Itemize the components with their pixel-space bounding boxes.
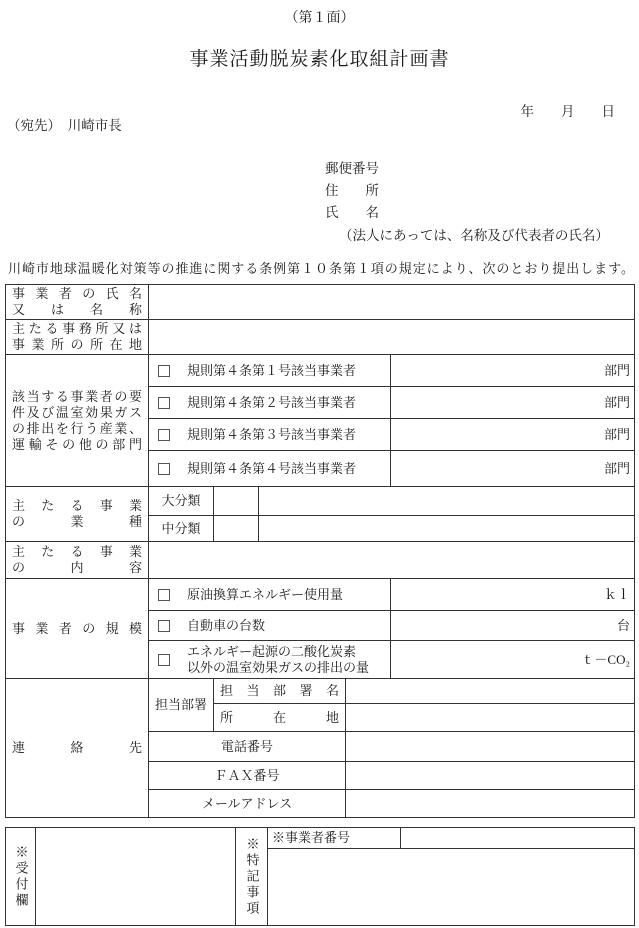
energy-use-unit-cell: ｋｌ: [391, 579, 635, 611]
category-row: [149, 419, 391, 451]
provision-sentence: 川崎市地球温暖化対策等の推進に関する条例第１０条第１項の規定により、次のとおり提出します。: [8, 261, 634, 276]
office-address-label: 主たる事務所又は 事業所の所在地: [6, 320, 149, 355]
business-description-label: 主たる事業 の内容: [6, 542, 149, 579]
category-row: [149, 355, 391, 387]
energy-use-label: 原油換算エネルギー使用量: [187, 586, 344, 602]
rule-4-3-label: 規則第４条第３号該当事業者: [187, 426, 357, 442]
vehicle-count-label: 自動車の台数: [187, 617, 266, 633]
rule-4-3-checkbox[interactable]: [158, 429, 170, 441]
contact-department-name-value: [346, 679, 635, 704]
ghg-emission-unit-cell: ｔ－CO₂: [391, 641, 635, 679]
industry-middle-code: [214, 516, 259, 542]
rule-4-2-checkbox[interactable]: [158, 397, 170, 409]
main-form-table: [5, 284, 635, 818]
page-face-label: （第１面）: [284, 11, 355, 26]
rule-4-1-checkbox[interactable]: [158, 365, 170, 377]
reception-stamp-area: [36, 828, 236, 926]
special-notes-label: ※特記事項: [236, 828, 268, 926]
industry-label: 主たる事業 の業種: [6, 487, 149, 542]
ghg-emission-label: エネルギー起源の二酸化炭素 以外の温室効果ガスの排出の量: [187, 643, 370, 675]
vehicle-count-checkbox[interactable]: [158, 620, 170, 632]
rule-4-4-checkbox[interactable]: [158, 463, 170, 475]
address-label: 住 所: [325, 183, 379, 198]
contact-department-label: 担当部署: [149, 679, 214, 732]
contact-phone-value: [346, 732, 635, 762]
corporate-note: （法人にあっては、名称及び代表者の氏名）: [339, 228, 609, 243]
scale-row: [149, 579, 391, 611]
form-title: 事業活動脱炭素化取組計画書: [189, 49, 450, 70]
postal-code-label: 郵便番号: [325, 161, 379, 176]
business-name-value: [149, 285, 635, 320]
business-number-label: ※事業者番号: [268, 828, 401, 849]
special-notes-area: [268, 849, 635, 926]
rule-4-4-sector-cell: 部門: [391, 451, 635, 487]
contact-label: 連絡先: [6, 679, 149, 818]
industry-middle-label: 中分類: [149, 516, 214, 542]
name-label: 氏 名: [325, 205, 379, 220]
vehicle-count-unit-cell: 台: [391, 611, 635, 641]
industry-major-value: [259, 487, 635, 516]
ghg-emission-checkbox[interactable]: [158, 654, 170, 666]
addressee: （宛先） 川崎市長: [7, 118, 122, 133]
rule-4-4-label: 規則第４条第４号該当事業者: [187, 460, 357, 476]
contact-location-value: [346, 704, 635, 732]
business-number-value: [401, 828, 635, 849]
category-row: [149, 451, 391, 487]
rule-4-2-label: 規則第４条第２号該当事業者: [187, 394, 357, 410]
office-address-value: [149, 320, 635, 355]
category-label: 該当する事業者の要 件及び温室効果ガス の排出を行う産業、 運輸その他の部門: [6, 355, 149, 487]
contact-email-value: [346, 790, 635, 818]
rule-4-3-sector-cell: 部門: [391, 419, 635, 451]
industry-major-code: [214, 487, 259, 516]
scale-row: [149, 611, 391, 641]
contact-phone-label: 電話番号: [149, 732, 346, 762]
industry-middle-value: [259, 516, 635, 542]
reception-column-label: ※受付欄: [6, 828, 36, 926]
rule-4-1-sector-cell: 部門: [391, 355, 635, 387]
contact-fax-label: ＦＡＸ番号: [149, 762, 346, 790]
industry-major-label: 大分類: [149, 487, 214, 516]
date-line: 年 月 日: [520, 104, 615, 119]
contact-email-label: メールアドレス: [149, 790, 346, 818]
contact-fax-value: [346, 762, 635, 790]
energy-use-checkbox[interactable]: [158, 589, 170, 601]
scale-row: [149, 641, 391, 679]
contact-location-label: 所在地: [214, 704, 346, 732]
office-use-table: [5, 827, 635, 926]
rule-4-1-label: 規則第４条第１号該当事業者: [187, 362, 357, 378]
contact-department-name-label: 担当部署名: [214, 679, 346, 704]
scale-label: 事業者の規模: [6, 579, 149, 679]
rule-4-2-sector-cell: 部門: [391, 387, 635, 419]
category-row: [149, 387, 391, 419]
business-name-label: 事業者の氏名 又は名称: [6, 285, 149, 320]
business-description-value: [149, 542, 635, 579]
sender-block: [325, 158, 379, 224]
